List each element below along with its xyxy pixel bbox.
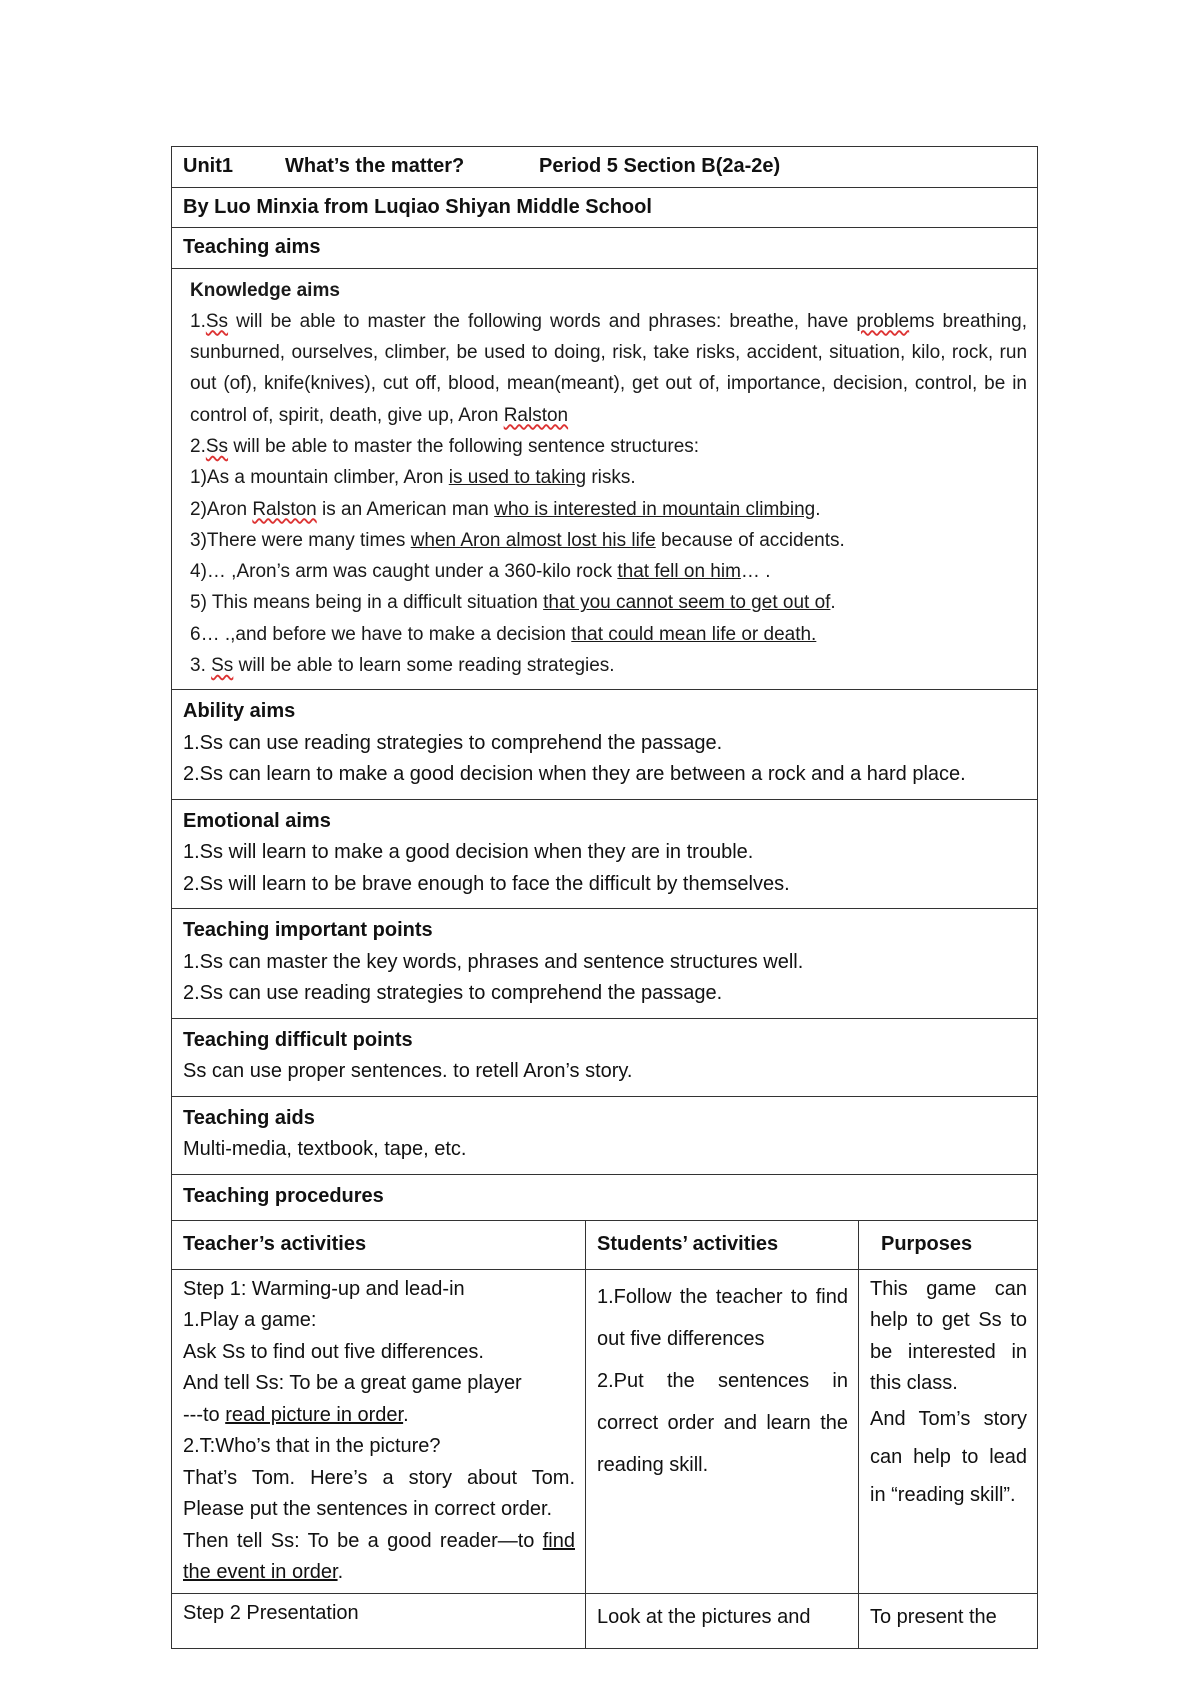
knowledge-item-1: 1.Ss will be able to master the following words and phrases: breathe, have problems breathing, sunburned, ourselves, climber, be used to doing, risk, take risks, accident, situation, kilo, rock, run out (of), knife(knives), cut off, blood, mean(meant), get out of, importance, decision, control, be in control of, spirit, death, give up, Aron Ralston [190,310,1028,426]
step1-purposes-cell [859,1269,1038,1593]
sentence-structure-2: 2)Aron Ralston is an American man who is interested in mountain climbing. [190,498,821,520]
difficult-points-heading: Teaching difficult points [183,1028,413,1051]
step1-purpose-line: And Tom’s story can help to lead in “reading skill”. [870,1407,1028,1506]
step1-teacher-line: ---to read picture in order. [183,1403,409,1426]
step1-teacher-cell [172,1269,586,1593]
important-points-heading: Teaching important points [183,919,433,942]
ability-aim-1: 1.Ss can use reading strategies to comprehend the passage. [183,731,723,754]
step1-teacher-line: That’s Tom. Here’s a story about Tom. Please put the sentences in correct order. [183,1466,575,1521]
ability-aims-heading: Ability aims [183,700,296,723]
procedures-heading: Teaching procedures [172,1174,1038,1221]
step1-students-line: 2.Put the sentences in correct order and learn the reading skill. [597,1369,848,1476]
procedures-heading-row [172,1174,1038,1221]
lesson-plan-document [171,146,1037,1649]
knowledge-item-3: 3. Ss will be able to learn some reading strategies. [190,655,615,677]
author-line: By Luo Minxia from Luqiao Shiyan Middle School [172,187,1038,228]
step1-row [172,1269,1038,1593]
column-header-teacher: Teacher’s activities [172,1221,586,1270]
step2-purposes-cell: To present the [859,1593,1038,1648]
step1-teacher-line: 2.T:Who’s that in the picture? [183,1435,441,1458]
teaching-aids-heading: Teaching aids [183,1106,315,1129]
knowledge-aims-heading: Knowledge aims [190,279,340,301]
important-point-1: 1.Ss can master the key words, phrases and sentence structures well. [183,950,804,973]
important-point-2: 2.Ss can use reading strategies to comprehend the passage. [183,982,723,1005]
step1-teacher-line: Then tell Ss: To be a good reader—to find the event in order. [183,1529,575,1584]
difficult-point-text: Ss can use proper sentences. to retell Aron’s story. [183,1060,633,1083]
important-points-row [172,909,1038,1019]
emotional-aim-1: 1.Ss will learn to make a good decision when they are in trouble. [183,841,754,864]
column-header-purposes: Purposes [859,1221,1038,1270]
unit-title: What’s the matter? [285,155,465,177]
step1-students-cell [586,1269,859,1593]
sentence-structure-4: 4)… ,Aron’s arm was caught under a 360-kilo rock that fell on him… . [190,561,771,583]
unit-label: Unit1 [183,155,233,177]
step2-teacher-cell: Step 2 Presentation [172,1593,586,1648]
sentence-structure-1: 1)As a mountain climber, Aron is used to taking risks. [190,467,636,489]
step1-purpose-line: This game can help to get Ss to be interested in this class. [870,1277,1028,1395]
author-row [172,187,1038,228]
step1-students-line: 1.Follow the teacher to find out five differences [597,1285,848,1350]
teaching-aids-row [172,1096,1038,1174]
sentence-structure-6: 6… .,and before we have to make a decision that could mean life or death. [190,623,817,645]
step1-teacher-line: 1.Play a game: [183,1309,317,1332]
step1-title: Step 1: Warming-up and lead-in [183,1277,465,1300]
lesson-plan-table [171,146,1038,1649]
emotional-aims-heading: Emotional aims [183,809,331,832]
step2-students-cell: Look at the pictures and [586,1593,859,1648]
emotional-aims-row [172,799,1038,909]
teaching-aims-heading: Teaching aims [172,228,1038,269]
step1-teacher-line: And tell Ss: To be a great game player [183,1372,522,1395]
ability-aim-2: 2.Ss can learn to make a good decision when they are between a rock and a hard place. [183,763,966,786]
procedures-column-headers [172,1221,1038,1270]
step1-teacher-line: Ask Ss to find out five differences. [183,1340,484,1363]
column-header-students: Students’ activities [586,1221,859,1270]
knowledge-aims-cell [172,268,1038,690]
knowledge-item-2: 2.Ss will be able to master the following sentence structures: [190,435,700,457]
ability-aims-row [172,690,1038,800]
step2-row [172,1593,1038,1648]
teaching-aims-row [172,228,1038,269]
knowledge-aims-row [172,268,1038,690]
title-row [172,147,1038,188]
period-label: Period 5 Section B(2a-2e) [539,155,781,177]
emotional-aim-2: 2.Ss will learn to be brave enough to face the difficult by themselves. [183,872,790,895]
sentence-structure-3: 3)There were many times when Aron almost lost his life because of accidents. [190,529,845,551]
sentence-structure-5: 5) This means being in a difficult situation that you cannot seem to get out of. [190,592,836,614]
difficult-points-row [172,1018,1038,1096]
teaching-aids-text: Multi-media, textbook, tape, etc. [183,1138,467,1161]
